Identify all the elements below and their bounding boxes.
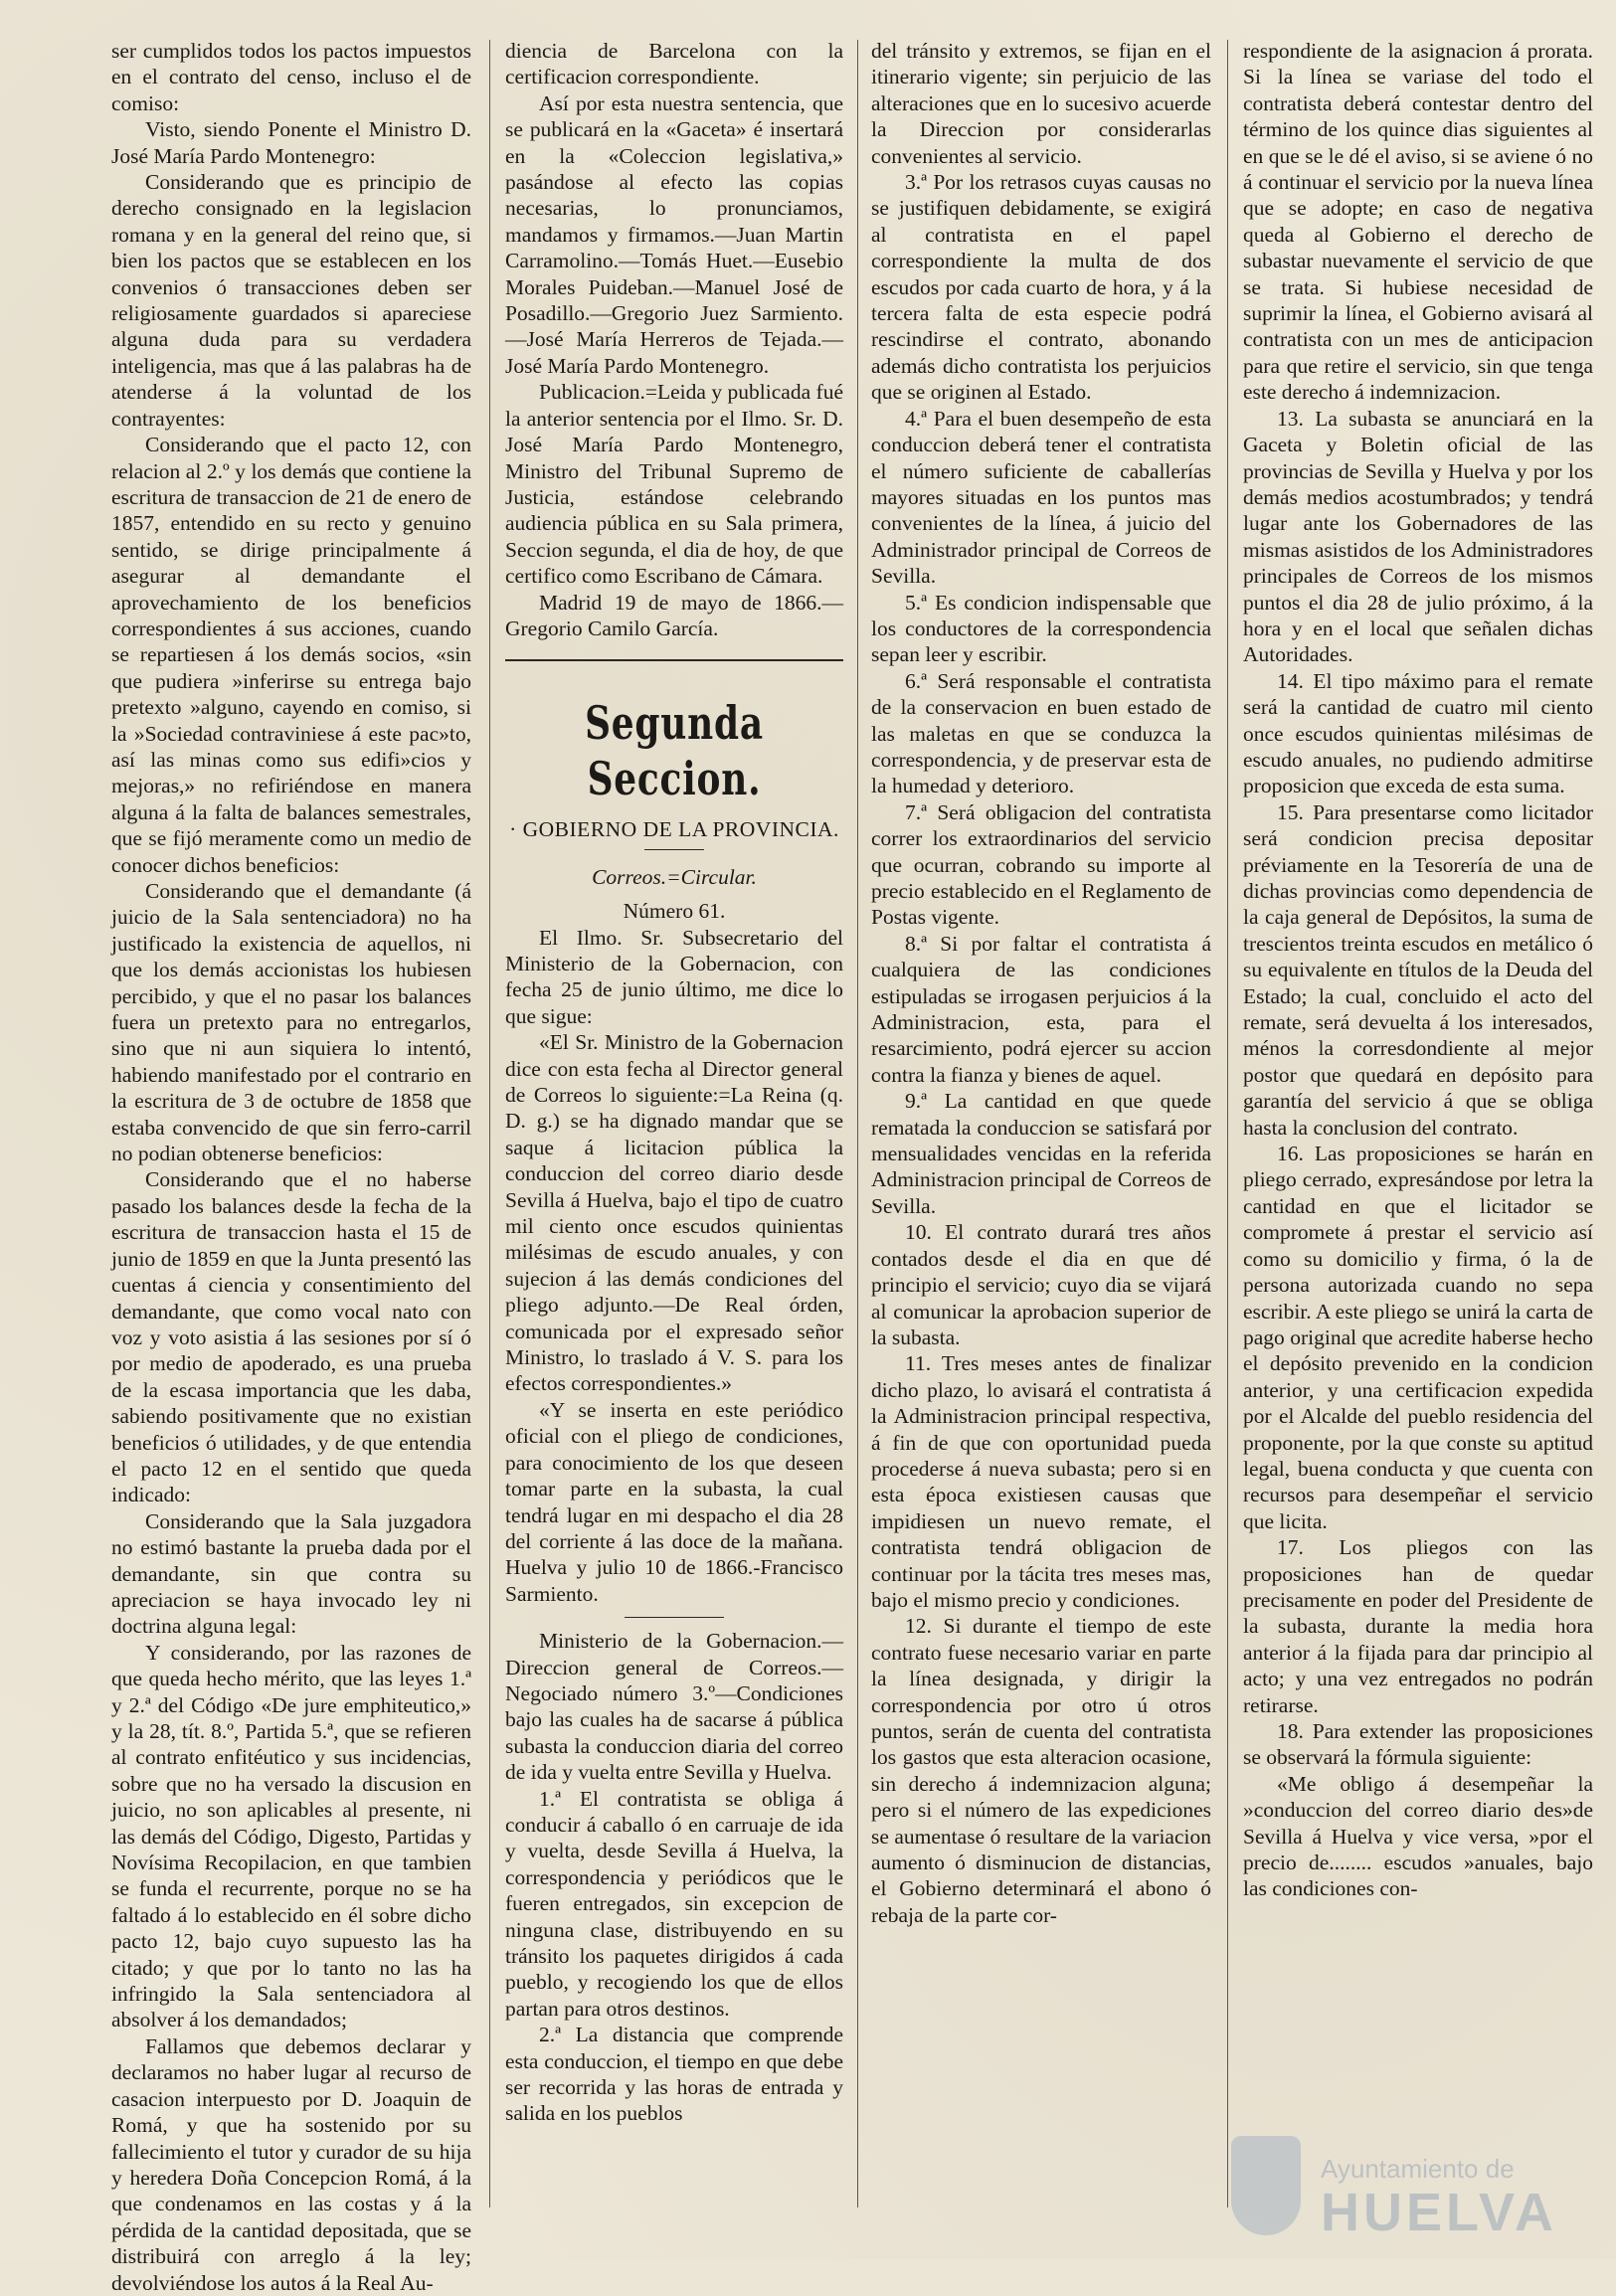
paragraph: El Ilmo. Sr. Subsecretario del Ministerio de la Gobernacion, con fecha 25 de junio último, me dice lo que sigue: [505,925,843,1028]
paragraph: 16. Las proposiciones se harán en pliego cerrado, expresándose por letra la cantidad en que el licitador se compromete á prestar el servicio así como su domicilio y firma, ó la de persona autorizada cuando no sepa escribir. A este pliego se unirá la carta de pago original que acredite haberse hecho el depósito prevenido en la condicion anterior, y una certificacion expedida por el Alcalde del pueblo residencia del proponente, por la que conste su aptitud legal, buena conducta y que cuenta con recursos para desempeñar el servicio que licita. [1243,1142,1593,1533]
paragraph: Considerando que el pacto 12, con relacion al 2.º y los demás que contiene la escritura de transaccion de 21 de enero de 1857, entendido en su recto y genuino sentido, se dirige principalmente á asegurar al demandante el aprovechamiento de los beneficios correspondientes á sus acciones, cuando se repartiesen á los demás socios, «sin que pudiera »inferirse su entrega bajo pretexto »alguno, cayendo en comiso, si la »Sociedad contraviniese á este pac»to, así las minas como sus edifi»cios y mejoras,» no refiriéndose en manera alguna á la falta de balances semestrales, que se fijó meramente como un medio de conocer dichos beneficios: [111,433,471,877]
paragraph: 2.ª La distancia que comprende esta conduccion, el tiempo en que debe ser recorrida y las horas de entrada y salida en los pueblos [505,2023,843,2126]
paragraph: 13. La subasta se anunciará en la Gaceta y Boletin oficial de las provincias de Sevilla y Huelva y por los demás medios acostumbrados; y tendrá lugar ante los Gobernadores de las mismas asistidos de los Administradores principales de Correos de los mismos puntos el dia 28 de julio próximo, á la hora y en el local que señalen dichas Autoridades. [1243,406,1593,667]
paragraph: Visto, siendo Ponente el Ministro D. José María Pardo Montenegro: [111,117,471,168]
paragraph: 4.ª Para el buen desempeño de esta conduccion deberá tener el contratista el número suficiente de caballerías mayores situadas en los puntos mas convenientes de la línea, á juicio del Administrador principal de Correos de Sevilla. [871,406,1211,589]
paragraph: Considerando que el no haberse pasado los balances desde la fecha de la escritura de transaccion hasta el 15 de junio de 1859 en que la Junta presentó las cuentas á ciencia y consentimiento del demandante, que como vocal nato con voz y voto asistia á las sesiones por sí ó por medio de apoderado, es una prueba de la escasa importancia que les daba, sabiendo positivamente que no existian beneficios ó utilidades, y de que entendia el pacto 12 en el sentido que queda indicado: [111,1167,471,1507]
section-title: Segunda Seccion. [585,696,764,806]
paragraph: Ministerio de la Gobernacion.—Direccion general de Correos.—Negociado número 3.º—Condiciones bajo las cuales ha de sacarse á pública subasta la conduccion diaria del correo de ida y vuelta entre Sevilla y Huelva. [505,1629,843,1785]
column-divider [1227,40,1228,2208]
paragraph: del tránsito y extremos, se fijan en el itinerario vigente; sin perjuicio de las alteraciones que en lo sucesivo acuerde la Direccion por considerarlas convenientes al servicio. [871,39,1211,168]
subheading: Correos.=Circular. [592,864,757,889]
paragraph: 12. Si durante el tiempo de este contrato fuese necesario variar en parte la línea designada, y dirigir la correspondencia por otro ú otros puntos, serán de cuenta del contratista los gastos que esta alteracion ocasione, sin derecho á indemnizacion alguna; pero si el número de las expediciones se aumentase ó resultare de la variacion aumento ó disminucion de distancias, el Gobierno determinará el abono ó rebaja de la parte cor- [871,1614,1211,1927]
paragraph: 3.ª Por los retrasos cuyas causas no se justifiquen debidamente, se exigirá al contratista en el papel correspondiente la multa de dos escudos por cada cuarto de hora, y á la tercera falta de esta especie podrá rescindirse el contrato, abonando además dicho contratista los perjuicios que se originen al Estado. [871,170,1211,405]
paragraph: Y considerando, por las razones de que queda hecho mérito, que las leyes 1.ª y 2.ª del Código «De jure emphiteutico,» y la 28, tít. 8.º, Partida 5.ª, que se refieren al contrato enfitéutico y sus incidencias, sobre que no ha versado la discusion en juicio, no son aplicables al presente, ni las demás del Código, Digesto, Partidas y Novísima Recopilacion, en que tambien se funda el recurrente, porque no se ha faltado á lo establecido en él sobre dicho pacto 12, bajo cuyo supuesto las ha citado; y que por lo tanto no las ha infringido la Sala sentenciadora al absolver á los demandados; [111,1640,471,2032]
paragraph: «El Sr. Ministro de la Gobernacion dice con esta fecha al Director general de Correos lo siguiente:=La Reina (q. D. g.) se ha dignado mandar que se saque á licitacion pública la conduccion del correo diario desde Sevilla á Huelva, bajo el tipo de cuatro mil ciento once escudos quinientas milésimas de escudo anuales, y con sujecion á las demás condiciones del pliego adjunto.—De Real órden, comunicada por el expresado señor Ministro, lo traslado á V. S. para los efectos correspondientes.» [505,1030,843,1396]
column-3 [871,38,1211,2225]
paragraph: 6.ª Será responsable el contratista de la conservacion en buen estado de las maletas en que se conduzca la correspondencia, y de preservar esta de la humedad y deterioro. [871,668,1211,798]
paragraph: 18. Para extender las proposiciones se observará la fórmula siguiente: [1243,1719,1593,1770]
paragraph: Así por esta nuestra sentencia, que se publicará en la «Gaceta» é insertará en la «Coleccion legislativa,» pasándose al efecto las copias necesarias, lo pronunciamos, mandamos y firmamos.—Juan Martin Carramolino.—Tomás Huet.—Eusebio Morales Puideban.—Manuel José de Posadillo.—Gregorio Juez Sarmiento.—José María Herreros de Tejada.—José María Pardo Montenegro. [505,90,843,378]
column-2 [505,38,843,2225]
column-1 [111,38,471,2295]
paragraph: 14. El tipo máximo para el remate será la cantidad de cuatro mil ciento once escudos quinientas milésimas de escudo anuales, no pudiendo admitirse proposicion que exceda de esta suma. [1243,668,1593,798]
heading-rule [644,849,704,850]
paragraph: «Me obligo á desempeñar la »conduccion del correo diario des»de Sevilla á Huelva y vice versa, »por el precio de........ escudos »anuales, bajo las condiciones con- [1243,1771,1593,1901]
paragraph: Fallamos que debemos declarar y declaramos no haber lugar al recurso de casacion interpuesto por D. Joaquin de Romá, y que ha sostenido por su fallecimiento el tutor y curador de su hija y heredera Doña Concepcion Romá, á la que condenamos en las costas y á la pérdida de la cantidad depositada, que se distribuirá con arreglo á la ley; devolviéndose los autos á la Real Au- [111,2033,471,2295]
paragraph: «Y se inserta en este periódico oficial con el pliego de condiciones, para conocimiento de los que deseen tomar parte en la subasta, la cual tendrá lugar en mi despacho el dia 28 del corriente á las doce de la mañana. Huelva y julio 10 de 1866.-Francisco Sarmiento. [505,1397,843,1606]
section-rule [505,659,843,661]
separator-rule [625,1617,724,1618]
paragraph: 17. Los pliegos con las proposiciones han de quedar precisamente en poder del Presidente de la subasta, durante la media hora anterior á la fijada para dar principio al acto; y una vez entregados no podrán retirarse. [1243,1535,1593,1717]
paragraph: Considerando que el demandante (á juicio de la Sala sentenciadora) no ha justificado la existencia de aquellos, ni que los demás accionistas los hubiesen percibido, y que el no pasar los balances fuera un pretexto para no entregarlos, sino que ni aun siquiera lo intentó, habiendo manifestado por el contrario en la escritura de 3 de octubre de 1858 que estaba convencido de que sin ferro-carril no podian obtenerse beneficios: [111,879,471,1166]
paragraph: 8.ª Si por faltar el contratista á cualquiera de las condiciones estipuladas se irrogasen perjuicios á la Administracion, esta, para el resarcimiento, podrá ejercer su accion contra la fianza y bienes de aquel. [871,931,1211,1087]
paragraph: 15. Para presentarse como licitador será condicion precisa depositar préviamente en la Tesorería de una de dichas provincias como dependencia de la caja general de Depósitos, la suma de trescientos treinta escudos en metálico ó su equivalente en títulos de la Deuda del Estado; la cual, concluido el acto del remate, será devuelta á los interesados, ménos la corresdondiente al mejor postor que quedará en depósito para garantía del servicio á que se obliga hasta la conclusion del contrato. [1243,799,1593,1140]
paragraph: Madrid 19 de mayo de 1866.—Gregorio Camilo García. [505,590,843,640]
watermark-logo [1231,2136,1599,2245]
column-divider [489,40,490,2208]
paragraph: 9.ª La cantidad en que quede rematada la conduccion se satisfará por mensualidades vencidas en la referida Administracion principal de Correos de Sevilla. [871,1089,1211,1218]
paragraph: 1.ª El contratista se obliga á conducir á caballo ó en carruaje de ida y vuelta, desde Sevilla á Huelva, la correspondencia y periódicos que le fueren entregados, sin excepcion de ninguna clase, distribuyendo en su tránsito los paquetes dirigidos á cada pueblo, y recogiendo los que de ellos partan para otros destinos. [505,1786,843,2021]
paragraph: Considerando que es principio de derecho consignado en la legislacion romana y en la general del reino que, si bien los pactos que se establecen en los convenios ó transacciones deben ser religiosamente guardados si apareciese alguna duda para su verdadera inteligencia, mas que á las palabras ha de atenderse á la voluntad de los contrayentes: [111,170,471,431]
watermark-text-big: HUELVA [1321,2183,1557,2242]
paragraph: 5.ª Es condicion indispensable que los conductores de la correspondencia sepan leer y escribir. [871,590,1211,667]
paragraph: ser cumplidos todos los pactos impuestos en el contrato del censo, incluso el de comiso: [111,39,471,115]
column-divider [857,40,858,2208]
government-heading: · GOBIERNO DE LA PROVINCIA. [509,817,839,842]
column-4 [1243,38,1593,2225]
watermark-text-small: Ayuntamiento de [1321,2154,1515,2184]
paragraph: Publicacion.=Leida y publicada fué la anterior sentencia por el Ilmo. Sr. D. José María Pardo Montenegro, Ministro del Tribunal Supremo de Justicia, estándose celebrando audiencia pública en su Sala primera, Seccion segunda, el dia de hoy, de que certifico como Escribano de Cámara. [505,380,843,589]
paragraph: 10. El contrato durará tres años contados desde el dia en que dé principio el servicio; cuyo dia se vijará al comunicar la aprobacion superior de la subasta. [871,1220,1211,1349]
circular-number: Número 61. [623,899,726,924]
paragraph: 7.ª Será obligacion del contratista correr los extraordinarios del servicio que ocurran, cobrando su importe al precio establecido en el Reglamento de Postas vigente. [871,799,1211,930]
paragraph: Considerando que la Sala juzgadora no estimó bastante la prueba dada por el demandante, sin que contra su apreciacion se haya invocado ley ni doctrina alguna legal: [111,1508,471,1639]
shield-icon [1231,2136,1301,2235]
paragraph: diencia de Barcelona con la certificacion correspondiente. [505,39,843,89]
paragraph: respondiente de la asignacion á prorata. Si la línea se variase del todo el contratista deberá contestar dentro del término de los quince dias siguientes al en que se le dé el aviso, si se aviene ó no á continuar el servicio por la nueva línea que se adopte; en caso de negativa queda al Gobierno el derecho de subastar nuevamente el servicio de que se trata. Si hubiese necesidad de suprimir la línea, el Gobierno avisará al contratista con un mes de anticipacion para que retire el servicio, sin que tenga este derecho á indemnizacion. [1243,39,1593,405]
paragraph: 11. Tres meses antes de finalizar dicho plazo, lo avisará el contratista á la Administracion principal respectiva, á fin de que con oportunidad pueda procederse á nueva subasta; pero si en esta época existiesen causas que impidiesen un nuevo remate, el contratista tendrá obligacion de continuar por la tácita tres meses mas, bajo el mismo precio y condiciones. [871,1351,1211,1612]
